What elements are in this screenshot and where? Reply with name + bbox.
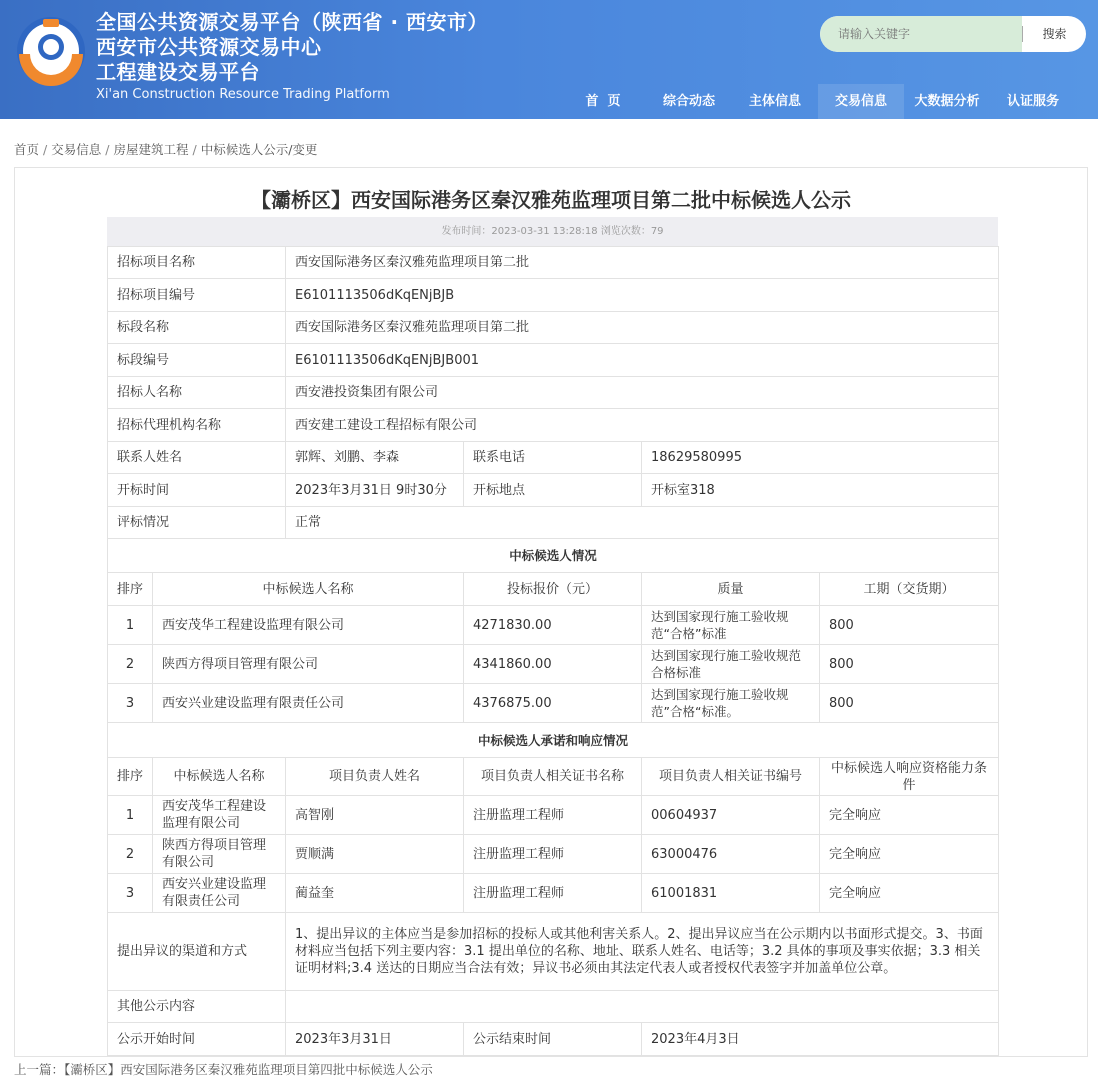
objection-value: 1、提出异议的主体应当是参加招标的投标人或其他利害关系人。2、提出异议应当在公示期内以书面形式提交。3、书面材料应当包括下列主要内容：3.1 提出单位的名称、地址、联系人姓名、电话等；3.2 具体的事项及事实依据；3.3 相关证明材料;3.4 送达的日期应当合法有效；异议书必须由其法定代表人或者授权代表签字并加盖单位公章。 [286,913,999,991]
commitment-cert: 注册监理工程师 [464,796,642,835]
contact-label: 联系人姓名 [108,442,286,474]
commitment-cert-no: 63000476 [642,835,820,874]
breadcrumb-trade-info[interactable]: 交易信息 [51,142,102,157]
commitment-rank: 1 [108,796,153,835]
field-label: 标段名称 [108,312,286,344]
table-row [108,247,999,279]
period-start-label: 公示开始时间 [108,1023,286,1056]
candidate-name: 西安茂华工程建设监理有限公司 [153,606,464,645]
candidate-price: 4341860.00 [464,645,642,684]
section-header-row [108,723,999,758]
table-header-row [108,758,999,796]
evaluation-label: 评标情况 [108,507,286,539]
commitment-manager: 高智刚 [286,796,464,835]
column-header: 项目负责人姓名 [286,758,464,796]
field-value: E6101113506dKqENjBJB [286,279,999,312]
opening-time-value: 2023年3月31日 9时30分 [286,474,464,507]
section-header-row [108,539,999,573]
breadcrumb-separator: / [105,142,110,157]
commitment-rank: 3 [108,874,153,913]
column-header: 项目负责人相关证书名称 [464,758,642,796]
commitment-name: 西安茂华工程建设监理有限公司 [153,796,286,835]
evaluation-value: 正常 [286,507,999,539]
commitment-cert: 注册监理工程师 [464,835,642,874]
nav-certification[interactable]: 认证服务 [1006,94,1059,109]
nav-trade-info[interactable]: 交易信息 [818,84,904,119]
commitment-name: 西安兴业建设监理有限责任公司 [153,874,286,913]
candidate-price: 4376875.00 [464,684,642,723]
table-row [108,507,999,539]
field-value: 西安国际港务区秦汉雅苑监理项目第二批 [286,312,999,344]
opening-time-label: 开标时间 [108,474,286,507]
announcement-table [107,246,999,1056]
candidate-price: 4271830.00 [464,606,642,645]
commitment-rank: 2 [108,835,153,874]
field-label: 招标人名称 [108,377,286,409]
table-row [108,344,999,377]
field-value: 西安国际港务区秦汉雅苑监理项目第二批 [286,247,999,279]
field-label: 招标项目编号 [108,279,286,312]
commitment-response: 完全响应 [820,835,999,874]
nav-home[interactable]: 首 页 [585,94,621,109]
candidate-period: 800 [820,606,999,645]
site-title [96,10,488,104]
candidate-quality: 达到国家现行施工验收规范合格标准 [642,645,820,684]
site-title-line-2: 西安市公共资源交易中心 [96,35,322,59]
table-row [108,474,999,507]
breadcrumb-category[interactable]: 房屋建筑工程 [113,142,189,157]
article-panel [14,167,1088,1057]
phone-label: 联系电话 [464,442,642,474]
field-value: 西安港投资集团有限公司 [286,377,999,409]
period-start-value: 2023年3月31日 [286,1023,464,1056]
commitment-cert-no: 00604937 [642,796,820,835]
candidates-section-title: 中标候选人情况 [108,539,999,573]
table-row [108,991,999,1023]
platform-logo[interactable] [14,14,88,88]
column-header: 质量 [642,573,820,606]
commitments-section-title: 中标候选人承诺和响应情况 [108,723,999,758]
site-header [0,0,1098,119]
table-row [108,835,999,874]
nav-big-data[interactable]: 大数据分析 [914,94,980,109]
table-row [108,645,999,684]
opening-place-label: 开标地点 [464,474,642,507]
main-nav [560,84,1076,119]
table-row [108,913,999,991]
objection-label: 提出异议的渠道和方式 [108,913,286,991]
article-title: 【灞桥区】西安国际港务区秦汉雅苑监理项目第二批中标候选人公示 [251,188,851,212]
phone-value: 18629580995 [642,442,999,474]
table-header-row [108,573,999,606]
table-row [108,796,999,835]
opening-place-value: 开标室318 [642,474,999,507]
column-header: 项目负责人相关证书编号 [642,758,820,796]
nav-entity-info[interactable]: 主体信息 [748,94,801,109]
search-box [820,16,1086,52]
candidate-quality: 达到国家现行施工验收规范“合格”标准 [642,606,820,645]
table-row [108,409,999,442]
period-end-label: 公示结束时间 [464,1023,642,1056]
commitment-response: 完全响应 [820,796,999,835]
article-meta: 发布时间：2023-03-31 13:28:18 浏览次数：79 [107,217,998,246]
breadcrumb-separator: / [192,142,197,157]
table-row [108,684,999,723]
table-row [108,1023,999,1056]
commitment-manager: 贾顺满 [286,835,464,874]
breadcrumb-separator: / [43,142,48,157]
field-value: E6101113506dKqENjBJB001 [286,344,999,377]
search-button[interactable]: 搜索 [1042,27,1067,41]
candidate-quality: 达到国家现行施工验收规范”合格“标准。 [642,684,820,723]
breadcrumb-current[interactable]: 中标候选人公示/变更 [200,142,318,157]
commitment-manager: 蔺益奎 [286,874,464,913]
period-end-value: 2023年4月3日 [642,1023,999,1056]
field-label: 招标代理机构名称 [108,409,286,442]
field-label: 标段编号 [108,344,286,377]
column-header: 中标候选人名称 [153,758,286,796]
nav-news[interactable]: 综合动态 [662,94,715,109]
other-label: 其他公示内容 [108,991,286,1023]
other-value [286,991,999,1023]
candidate-name: 西安兴业建设监理有限责任公司 [153,684,464,723]
table-row [108,874,999,913]
table-row [108,279,999,312]
column-header: 排序 [108,758,153,796]
column-header: 中标候选人响应资格能力条件 [820,758,999,796]
breadcrumb-home[interactable]: 首页 [14,142,40,157]
table-row [108,606,999,645]
table-row [108,442,999,474]
candidate-name: 陕西方得项目管理有限公司 [153,645,464,684]
candidate-period: 800 [820,684,999,723]
column-header: 投标报价（元） [464,573,642,606]
contact-value: 郭辉、刘鹏、李森 [286,442,464,474]
column-header: 中标候选人名称 [153,573,464,606]
table-row [108,312,999,344]
field-value: 西安建工建设工程招标有限公司 [286,409,999,442]
table-row [108,377,999,409]
commitment-cert-no: 61001831 [642,874,820,913]
candidate-rank: 2 [108,645,153,684]
candidate-period: 800 [820,645,999,684]
commitment-name: 陕西方得项目管理有限公司 [153,835,286,874]
candidate-rank: 3 [108,684,153,723]
site-title-line-1: 全国公共资源交易平台（陕西省 · 西安市） [96,10,489,34]
column-header: 排序 [108,573,153,606]
column-header: 工期（交货期） [820,573,999,606]
search-input[interactable] [820,16,1022,52]
commitment-response: 完全响应 [820,874,999,913]
commitment-cert: 注册监理工程师 [464,874,642,913]
candidate-rank: 1 [108,606,153,645]
field-label: 招标项目名称 [108,247,286,279]
site-title-english: Xi'an Construction Resource Trading Platform [96,87,390,102]
site-title-line-3: 工程建设交易平台 [96,60,260,84]
prev-article-link[interactable]: 上一篇：【灞桥区】西安国际港务区秦汉雅苑监理项目第四批中标候选人公示 [14,1062,433,1077]
breadcrumb [14,140,317,158]
